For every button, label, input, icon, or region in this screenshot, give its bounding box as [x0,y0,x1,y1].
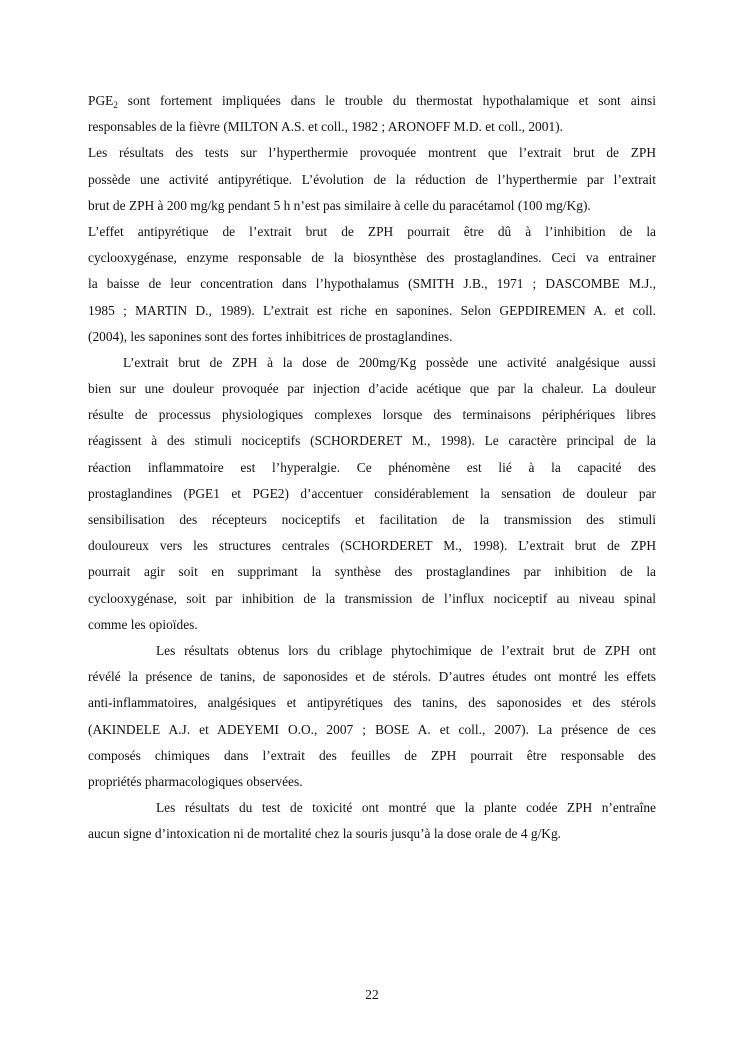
text-line: anti-inflammatoires, analgésiques et antipyrétiques des tanins, des saponosides et des stérols [88,695,656,711]
text-line-first [88,88,656,114]
text-line: aucun signe d’intoxication ni de mortalité chez la souris jusqu’à la dose orale de 4 g/Kg. [88,826,562,842]
text-line: possède une activité antipyrétique. L’évolution de la réduction de l’hyperthermie par l’extrait [88,171,656,187]
text-line: brut de ZPH à 200 mg/kg pendant 5 h n’est pas similaire à celle du paracétamol (100 mg/Kg). [88,197,591,213]
text-line: prostaglandines (PGE1 et PGE2) d’accentuer considérablement la sensation de douleur par [88,485,656,501]
body-text [88,88,656,847]
text-line: 1985 ; MARTIN D., 1989). L’extrait est riche en saponines. Selon GEPDIREMEN A. et coll. [88,302,656,318]
text-line: douloureux vers les structures centrales (SCHORDERET M., 1998). L’extrait brut de ZPH [88,538,656,554]
text-line: sensibilisation des récepteurs nociceptifs et facilitation de la transmission des stimuli [88,512,656,527]
text-line: réagissent à des stimuli nociceptifs (SCHORDERET M., 1998). Le caractère principal de la [88,433,656,449]
text-line: la baisse de leur concentration dans l’hypothalamus (SMITH J.B., 1971 ; DASCOMBE M.J., [88,276,656,292]
pge-subscript: 2 [113,100,118,110]
text-line: Les résultats du test de toxicité ont montré que la plante codée ZPH n’entraîne [156,800,656,816]
text-line: bien sur une douleur provoquée par injection d’acide acétique que par la chaleur. La douleur [88,381,656,397]
text-line: révélé la présence de tanins, de saponosides et de stérols. D’autres études ont montré les effets [88,669,656,685]
text-line: composés chimiques dans l’extrait des feuilles de ZPH pourrait être responsable des [88,747,656,763]
first-line-rest: sont fortement impliquées dans le trouble du thermostat hypothalamique et sont ainsi [117,93,656,108]
text-line: cyclooxygénase, enzyme responsable de la biosynthèse des prostaglandines. Ceci va entrainer [88,250,656,266]
text-line: L’effet antipyrétique de l’extrait brut de ZPH pourrait être dû à l’inhibition de la [88,223,656,239]
text-line: réaction inflammatoire est l’hyperalgie. Ce phénomène est lié à la capacité des [88,459,656,475]
pge-label: PGE [88,93,114,108]
text-line: Les résultats des tests sur l’hyperthermie provoquée montrent que l’extrait brut de ZPH [88,145,656,161]
text-line: Les résultats obtenus lors du criblage phytochimique de l’extrait brut de ZPH ont [156,642,656,658]
text-line: L’extrait brut de ZPH à la dose de 200mg/Kg possède une activité analgésique aussi [123,354,656,370]
text-line: propriétés pharmacologiques observées. [88,773,303,789]
text-line: cyclooxygénase, soit par inhibition de la transmission de l’influx nociceptif au niveau spinal [88,590,656,606]
text-line: comme les opioïdes. [88,616,198,632]
text-line: (AKINDELE A.J. et ADEYEMI O.O., 2007 ; BOSE A. et coll., 2007). La présence de ces [88,721,656,737]
page-number: 22 [365,987,379,1002]
text-line: résulte de processus physiologiques complexes lorsque des terminaisons périphériques libres [88,407,656,423]
text-line: (2004), les saponines sont des fortes inhibitrices de prostaglandines. [88,328,453,344]
text-line: pourrait agir soit en supprimant la synthèse des prostaglandines par inhibition de la [88,564,656,580]
text-line: responsables de la fièvre (MILTON A.S. et coll., 1982 ; ARONOFF M.D. et coll., 2001). [88,119,563,135]
